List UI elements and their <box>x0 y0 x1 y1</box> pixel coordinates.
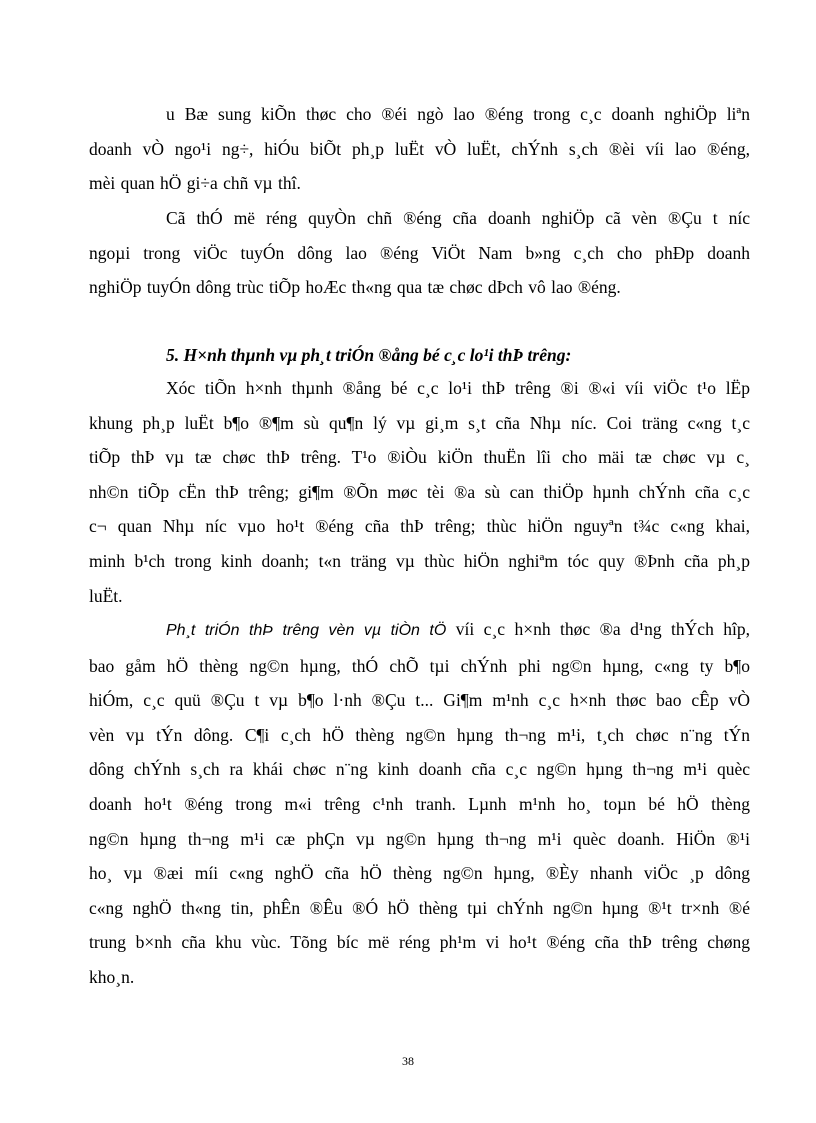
paragraph-line-rest: víi c¸c h×nh thøc ®a d¹ng thÝch hîp, <box>446 619 750 639</box>
paragraph-line: dông chÝnh s¸ch ra khái chøc n¨ng kinh doanh cña c¸c ng©n hµng th¬ng m¹i quèc <box>89 759 750 780</box>
paragraph-line: nghiÖp tuyÓn dông trùc tiÕp hoÆc th«ng qua tæ chøc dÞch vô lao ®éng. <box>89 277 621 298</box>
paragraph-line: ngoµi trong viÖc tuyÓn dông lao ®éng ViÖt Nam b»ng c¸ch cho phÐp doanh <box>89 242 750 263</box>
paragraph-line: kho¸n. <box>89 966 135 987</box>
paragraph-line: c¬ quan Nhµ níc vµo ho¹t ®éng cña thÞ trêng; thùc hiÖn nguyªn t¾c c«ng khai, <box>89 516 750 537</box>
italic-lead: Ph¸t triÓn thÞ trêng vèn vµ tiÒn tÖ <box>166 622 447 639</box>
paragraph-line: mèi quan hÖ gi÷a chñ vµ thî. <box>89 173 301 194</box>
paragraph-line: Xóc tiÕn h×nh thµnh ®ång bé c¸c lo¹i thÞ trêng ®i ®«i víi viÖc t¹o lËp <box>166 378 750 398</box>
paragraph-3 <box>89 371 750 613</box>
paragraph-2 <box>89 201 750 305</box>
paragraph-line: nh©n tiÕp cËn thÞ trêng; gi¶m ®Õn møc tèi ®a sù can thiÖp hµnh chÝnh cña c¸c <box>89 481 750 502</box>
paragraph-4 <box>89 612 750 995</box>
paragraph-line: ng©n hµng th¬ng m¹i cæ phÇn vµ ng©n hµng th¬ng m¹i quèc doanh. HiÖn ®¹i <box>89 828 750 849</box>
paragraph-line: trung b×nh cña khu vùc. Tõng bíc më réng ph¹m vi ho¹t ®éng cña thÞ trêng chøng <box>89 932 750 953</box>
paragraph-line: tiÕp thÞ vµ tæ chøc thÞ trêng. T¹o ®iÒu kiÖn thuËn lîi cho mäi tæ chøc vµ c¸ <box>89 447 750 468</box>
paragraph-line: doanh ho¹t ®éng trong m«i trêng c¹nh tranh. Lµnh m¹nh ho¸ toµn bé hÖ thèng <box>89 793 750 814</box>
paragraph-line: minh b¹ch trong kinh doanh; t«n träng vµ thùc hiÖn nghiªm tóc quy ®Þnh cña ph¸p <box>89 550 750 571</box>
paragraph-1 <box>89 97 750 201</box>
paragraph-line <box>166 612 750 649</box>
paragraph-line: ho¸ vµ ®æi míi c«ng nghÖ cña hÖ thèng ng©n hµng, ®Èy nhanh viÖc ¸p dông <box>89 863 750 884</box>
paragraph-line: Cã thÓ më réng quyÒn chñ ®éng cña doanh nghiÖp cã vèn ®Çu t níc <box>166 208 750 228</box>
paragraph-line: vèn vµ tÝn dông. C¶i c¸ch hÖ thèng ng©n hµng th¬ng m¹i, t¸ch chøc n¨ng tÝn <box>89 724 750 745</box>
paragraph-line: hiÓm, c¸c quü ®Çu t vµ b¶o l·nh ®Çu t... Gi¶m m¹nh c¸c h×nh thøc bao cÊp vÒ <box>89 690 750 711</box>
paragraph-line: luËt. <box>89 585 123 606</box>
section-heading: 5. H×nh thµnh vµ ph¸t triÓn ®ång bé c¸c lo¹i thÞ trêng: <box>166 345 572 365</box>
page-number: 38 <box>402 1054 414 1068</box>
paragraph-line: c«ng nghÖ th«ng tin, phÊn ®Êu ®Ó hÖ thèng tµi chÝnh ng©n hµng ®¹t tr×nh ®é <box>89 897 750 918</box>
paragraph-line: doanh vÒ ngo¹i ng÷, hiÓu biÕt ph¸p luËt vÒ luËt, chÝnh s¸ch ®èi víi lao ®éng, <box>89 138 750 159</box>
paragraph-line: khung ph¸p luËt b¶o ®¶m sù qu¶n lý vµ gi¸m s¸t cña Nhµ níc. Coi träng c«ng t¸c <box>89 412 750 433</box>
paragraph-line: u Bæ sung kiÕn thøc cho ®éi ngò lao ®éng trong c¸c doanh nghiÖp liªn <box>166 104 750 124</box>
paragraph-line: bao gåm hÖ thèng ng©n hµng, thÓ chÕ tµi chÝnh phi ng©n hµng, c«ng ty b¶o <box>89 655 750 676</box>
